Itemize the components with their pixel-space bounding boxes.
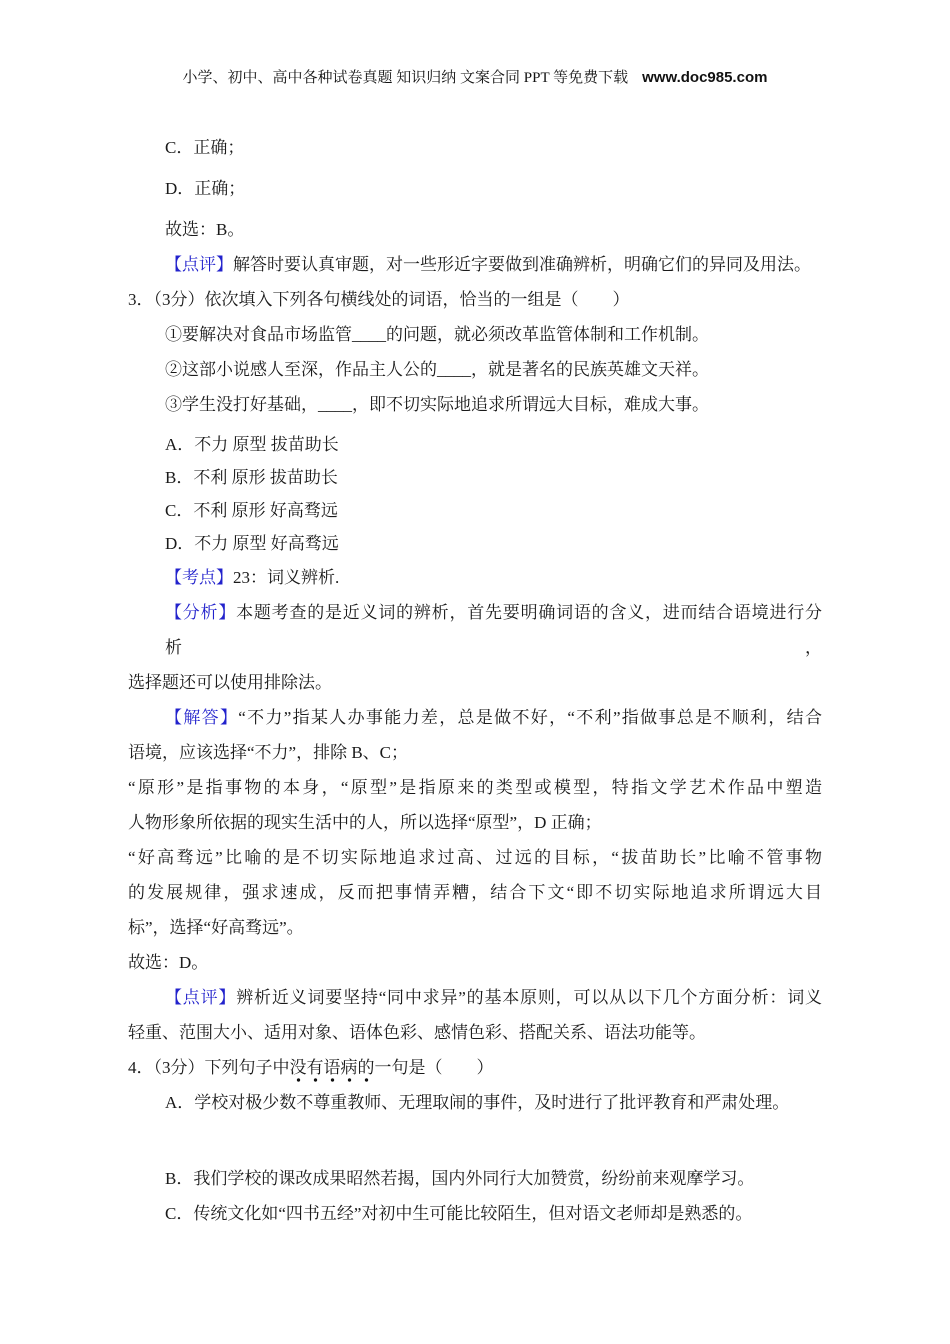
q2-review-tag: 【点评】 <box>165 255 233 274</box>
q3-dianping-line-2 <box>128 1015 822 1050</box>
q3-jieda-line-1 <box>128 700 822 735</box>
q2-option-d-line <box>128 171 822 206</box>
q4-stem-pre: 4．（3分）下列句子中 <box>128 1058 290 1077</box>
q3-option-b <box>128 461 822 494</box>
q2-review-line <box>128 247 822 282</box>
q3-fenxi-line-1 <box>128 595 822 665</box>
q3-dianping-tag: 【点评】 <box>165 988 237 1007</box>
q3-kaodian-tag: 【考点】 <box>165 568 233 587</box>
q3-option-a-text: A．不力 原型 拔苗助长 <box>165 435 339 454</box>
q3-dianping-text-1: 辨析近义词要坚持“同中求异”的基本原则，可以从以下几个方面分析：词义 <box>236 988 822 1007</box>
q3-answer-conclusion <box>128 945 822 980</box>
header-slogan: 小学、初中、高中各种试卷真题 知识归纳 文案合同 PPT 等免费下载 <box>182 70 629 86</box>
q3-jieda-line-6 <box>128 875 822 910</box>
q3-jieda-line-4 <box>128 805 822 840</box>
q3-clause-2 <box>128 352 822 387</box>
q3-clause-1-text: ①要解决对食品市场监管____的问题，就必须改革监管体制和工作机制。 <box>165 325 709 344</box>
q3-fenxi-text-2: 选择题还可以使用排除法。 <box>128 673 332 692</box>
q4-option-c-text: C．传统文化如“四书五经”对初中生可能比较陌生，但对语文老师却是熟悉的。 <box>165 1204 753 1223</box>
q3-kaodian-line <box>128 560 822 595</box>
header-site-url: www.doc985.com <box>642 69 768 86</box>
q3-dianping-text-2: 轻重、范围大小、适用对象、语体色彩、感情色彩、搭配关系、语法功能等。 <box>128 1023 706 1042</box>
q3-kaodian-text: 23：词义辨析. <box>233 568 340 587</box>
q3-jieda-text-1: “不力”指某人办事能力差，总是做不好，“不利”指做事总是不顺利，结合 <box>238 708 822 727</box>
q2-answer-conclusion <box>128 212 822 247</box>
q3-jieda-line-3 <box>128 770 822 805</box>
q3-clause-3-text: ③学生没打好基础，____，即不切实际地追求所谓远大目标，难成大事。 <box>165 395 709 414</box>
q3-jieda-text-4: 人物形象所依据的现实生活中的人，所以选择“原型”，D 正确； <box>128 813 602 832</box>
q2-option-c-text: C．正确； <box>165 138 245 157</box>
q3-jieda-line-5 <box>128 840 822 875</box>
q3-dianping-line-1 <box>128 980 822 1015</box>
q3-stem <box>128 282 822 317</box>
q3-jieda-text-3: “原形”是指事物的本身，“原型”是指原来的类型或模型，特指文学艺术作品中塑造 <box>128 778 822 797</box>
q3-stem-text: 3．（3分）依次填入下列各句横线处的词语，恰当的一组是（ ） <box>128 290 630 309</box>
q3-fenxi-line-2 <box>128 665 822 700</box>
q3-jieda-line-7 <box>128 910 822 945</box>
q4-stem-post: 一句是（ ） <box>374 1058 494 1077</box>
q4-stem-emphasis: 没有语病的 <box>290 1058 375 1083</box>
q4-option-a-text: A．学校对极少数不尊重教师、无理取闹的事件，及时进行了批评教育和严肃处理。 <box>165 1093 790 1112</box>
q4-option-c <box>128 1196 822 1231</box>
q3-clause-1 <box>128 317 822 352</box>
q3-conclusion-text: 故选：D。 <box>128 953 209 972</box>
q3-option-d <box>128 527 822 560</box>
site-header <box>0 66 950 87</box>
exam-answer-body <box>128 130 822 1231</box>
q3-jieda-text-6: 的发展规律，强求速成，反而把事情弄糟，结合下文“即不切实际地追求所谓远大目 <box>128 883 822 902</box>
q4-option-b <box>128 1161 822 1196</box>
q3-clause-3 <box>128 387 822 422</box>
q2-option-c-line <box>128 130 822 165</box>
q4-stem <box>128 1050 822 1085</box>
q3-jieda-tag: 【解答】 <box>165 708 239 727</box>
q3-option-b-text: B．不利 原形 拔苗助长 <box>165 468 338 487</box>
q3-jieda-line-2 <box>128 735 822 770</box>
q2-conclusion-text: 故选：B。 <box>165 220 245 239</box>
q3-jieda-text-7: 标”，选择“好高骛远”。 <box>128 918 304 937</box>
q3-jieda-text-5: “好高骛远”比喻的是不切实际地追求过高、过远的目标，“拔苗助长”比喻不管事物 <box>128 848 822 867</box>
q3-option-c <box>128 494 822 527</box>
q3-clause-2-text: ②这部小说感人至深，作品主人公的____，就是著名的民族英雄文天祥。 <box>165 360 709 379</box>
q3-option-c-text: C．不利 原形 好高骛远 <box>165 501 338 520</box>
q4-option-b-text: B．我们学校的课改成果昭然若揭，国内外同行大加赞赏，纷纷前来观摩学习。 <box>165 1169 755 1188</box>
blank-line <box>128 1120 822 1155</box>
q2-option-d-text: D．正确； <box>165 179 246 198</box>
q4-option-a <box>128 1085 822 1120</box>
q3-option-a <box>128 428 822 461</box>
q3-fenxi-text-1: 本题考查的是近义词的辨析，首先要明确词语的含义，进而结合语境进行分析， <box>165 603 823 657</box>
q3-fenxi-tag: 【分析】 <box>165 603 237 622</box>
q2-review-text: 解答时要认真审题，对一些形近字要做到准确辨析，明确它们的异同及用法。 <box>233 255 811 274</box>
q3-option-d-text: D．不力 原型 好高骛远 <box>165 534 339 553</box>
q3-jieda-text-2: 语境，应该选择“不力”，排除 B、C； <box>128 743 409 762</box>
